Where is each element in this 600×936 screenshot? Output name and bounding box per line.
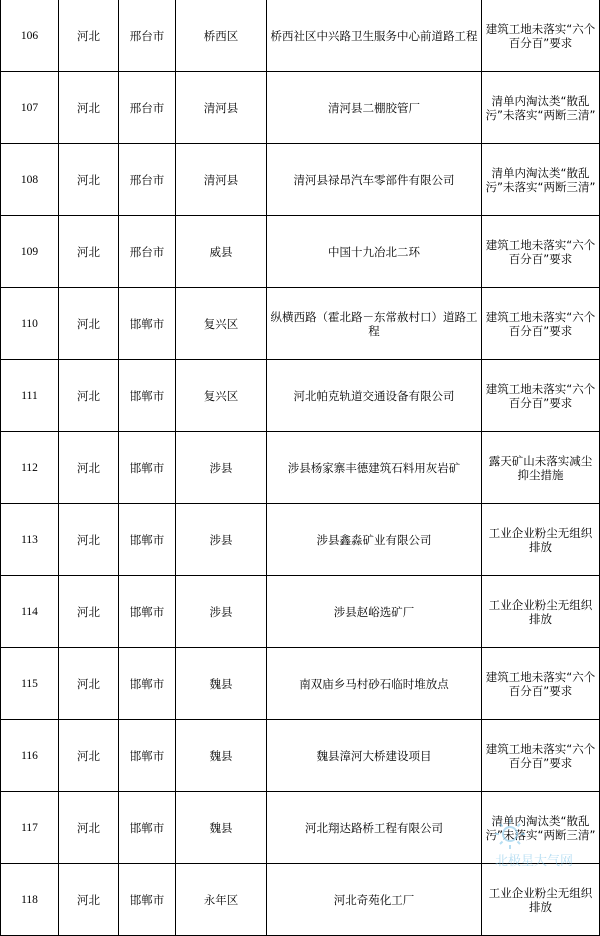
table-row <box>1 0 600 72</box>
cell-province: 河北 <box>59 0 119 72</box>
cell-province: 河北 <box>59 288 119 360</box>
cell-number: 117 <box>1 792 59 864</box>
cell-issue: 工业企业粉尘无组织排放 <box>482 864 600 936</box>
table-row <box>1 504 600 576</box>
cell-project-name: 桥西社区中兴路卫生服务中心前道路工程 <box>267 0 482 72</box>
cell-project-name: 河北奇苑化工厂 <box>267 864 482 936</box>
cell-province: 河北 <box>59 720 119 792</box>
cell-issue: 建筑工地未落实“六个百分百”要求 <box>482 720 600 792</box>
cell-issue: 建筑工地未落实“六个百分百”要求 <box>482 0 600 72</box>
cell-number: 106 <box>1 0 59 72</box>
cell-number: 109 <box>1 216 59 288</box>
cell-city: 邢台市 <box>119 216 176 288</box>
cell-project-name: 南双庙乡马村砂石临时堆放点 <box>267 648 482 720</box>
cell-city: 邯郸市 <box>119 288 176 360</box>
cell-number: 115 <box>1 648 59 720</box>
cell-issue: 建筑工地未落实“六个百分百”要求 <box>482 648 600 720</box>
cell-district: 复兴区 <box>176 288 267 360</box>
cell-issue: 建筑工地未落实“六个百分百”要求 <box>482 360 600 432</box>
cell-project-name: 中国十九冶北二环 <box>267 216 482 288</box>
cell-number: 110 <box>1 288 59 360</box>
cell-province: 河北 <box>59 792 119 864</box>
cell-province: 河北 <box>59 864 119 936</box>
cell-city: 邯郸市 <box>119 792 176 864</box>
cell-city: 邯郸市 <box>119 360 176 432</box>
cell-city: 邯郸市 <box>119 864 176 936</box>
cell-number: 112 <box>1 432 59 504</box>
cell-city: 邢台市 <box>119 144 176 216</box>
cell-number: 116 <box>1 720 59 792</box>
cell-project-name: 纵横西路（霍北路－东常赦村口）道路工程 <box>267 288 482 360</box>
cell-province: 河北 <box>59 216 119 288</box>
cell-district: 魏县 <box>176 720 267 792</box>
table-row <box>1 720 600 792</box>
cell-issue: 清单内淘汰类“散乱污”未落实“两断三清” <box>482 144 600 216</box>
cell-issue: 建筑工地未落实“六个百分百”要求 <box>482 216 600 288</box>
table-row <box>1 144 600 216</box>
cell-province: 河北 <box>59 648 119 720</box>
cell-project-name: 涉县赵峪选矿厂 <box>267 576 482 648</box>
cell-number: 111 <box>1 360 59 432</box>
table-row <box>1 864 600 936</box>
table-body <box>1 0 600 936</box>
cell-issue: 建筑工地未落实“六个百分百”要求 <box>482 288 600 360</box>
cell-project-name: 清河县二棚胶管厂 <box>267 72 482 144</box>
cell-number: 118 <box>1 864 59 936</box>
cell-city: 邯郸市 <box>119 648 176 720</box>
cell-district: 魏县 <box>176 648 267 720</box>
cell-project-name: 涉县杨家寨丰德建筑石料用灰岩矿 <box>267 432 482 504</box>
cell-issue: 清单内淘汰类“散乱污”未落实“两断三清” <box>482 792 600 864</box>
cell-district: 涉县 <box>176 432 267 504</box>
cell-number: 113 <box>1 504 59 576</box>
table-row <box>1 792 600 864</box>
table-row <box>1 576 600 648</box>
cell-number: 107 <box>1 72 59 144</box>
cell-city: 邢台市 <box>119 0 176 72</box>
cell-issue: 工业企业粉尘无组织排放 <box>482 504 600 576</box>
cell-district: 复兴区 <box>176 360 267 432</box>
table-row <box>1 432 600 504</box>
cell-province: 河北 <box>59 504 119 576</box>
table-row <box>1 216 600 288</box>
table-row <box>1 72 600 144</box>
cell-province: 河北 <box>59 432 119 504</box>
cell-project-name: 涉县鑫淼矿业有限公司 <box>267 504 482 576</box>
cell-province: 河北 <box>59 360 119 432</box>
cell-province: 河北 <box>59 72 119 144</box>
cell-project-name: 河北帕克轨道交通设备有限公司 <box>267 360 482 432</box>
cell-district: 涉县 <box>176 504 267 576</box>
cell-number: 108 <box>1 144 59 216</box>
cell-city: 邯郸市 <box>119 576 176 648</box>
cell-city: 邢台市 <box>119 72 176 144</box>
cell-project-name: 清河县禄昂汽车零部件有限公司 <box>267 144 482 216</box>
cell-city: 邯郸市 <box>119 504 176 576</box>
cell-issue: 露天矿山未落实减尘抑尘措施 <box>482 432 600 504</box>
cell-district: 桥西区 <box>176 0 267 72</box>
cell-district: 涉县 <box>176 576 267 648</box>
cell-city: 邯郸市 <box>119 432 176 504</box>
cell-district: 威县 <box>176 216 267 288</box>
watermark-text: 北极星大气网 <box>494 854 574 869</box>
cell-district: 清河县 <box>176 72 267 144</box>
cell-district: 清河县 <box>176 144 267 216</box>
cell-number: 114 <box>1 576 59 648</box>
table-row <box>1 360 600 432</box>
cell-issue: 工业企业粉尘无组织排放 <box>482 576 600 648</box>
cell-city: 邯郸市 <box>119 720 176 792</box>
table-row <box>1 288 600 360</box>
cell-district: 永年区 <box>176 864 267 936</box>
cell-province: 河北 <box>59 576 119 648</box>
cell-district: 魏县 <box>176 792 267 864</box>
table-row <box>1 648 600 720</box>
cell-issue: 清单内淘汰类“散乱污”未落实“两断三清” <box>482 72 600 144</box>
cell-project-name: 河北翔达路桥工程有限公司 <box>267 792 482 864</box>
cell-province: 河北 <box>59 144 119 216</box>
cell-project-name: 魏县漳河大桥建设项目 <box>267 720 482 792</box>
